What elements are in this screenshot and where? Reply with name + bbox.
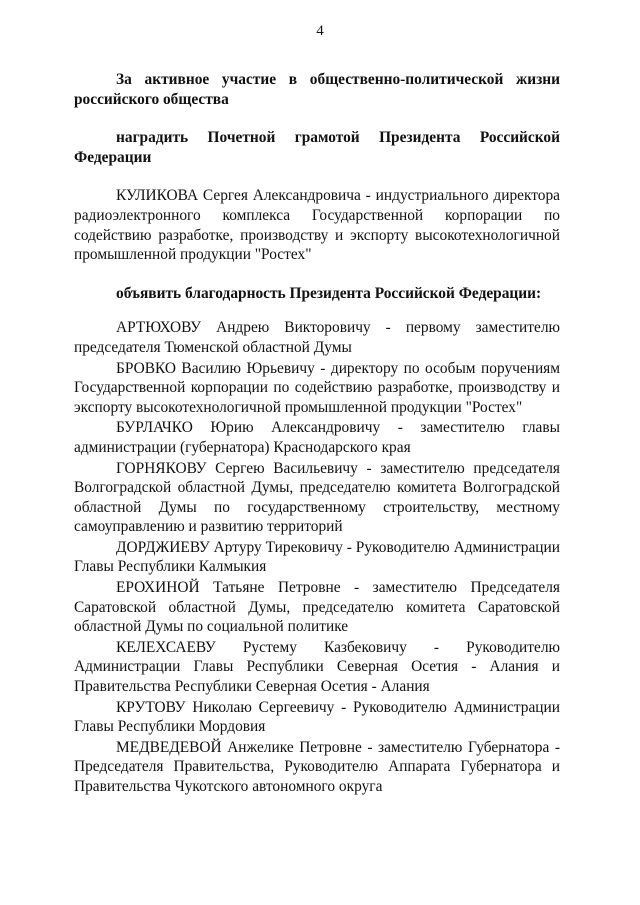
list-item: ГОРНЯКОВУ Сергею Васильевичу - заместителю председателя Волгоградской областной Думы, председателю комитета Волгоградской областной Думы по государственному строительству, местному самоуправлению и развитию территорий	[74, 459, 560, 536]
gratitude-title: объявить благодарность Президента Российской Федерации:	[116, 284, 542, 302]
list-item: ДОРДЖИЕВУ Артуру Тирековичу - Руководителю Администрации Главы Республики Калмыкия	[74, 538, 560, 576]
page-number: 4	[316, 23, 324, 39]
list-item: КРУТОВУ Николаю Сергеевичу - Руководителю Администрации Главы Республики Мордовия	[74, 698, 560, 736]
list-item: КЕЛЕХСАЕВУ Рустему Казбековичу - Руководителю Администрации Главы Республики Северная Осетия - Алания и Правительства Республики Северная Осетия - Алания	[74, 638, 560, 696]
list-item: АРТЮХОВУ Андрею Викторовичу - первому заместителю председателя Тюменской областной Думы	[74, 319, 560, 356]
award-certificate-recipient: КУЛИКОВА Сергея Александровича - индустриального директора радиоэлектронного комплекса Государственной корпорации по содействию разработке, производству и экспорту высокотехнологичной промышленной продукции "Ростех"	[74, 187, 560, 264]
list-item: БРОВКО Василию Юрьевичу - директору по особым поручениям Государственной корпорации по содействию разработке, производству и экспорту высокотехнологичной промышленной продукции "Ростех"	[74, 359, 560, 416]
list-item: МЕДВЕДЕВОЙ Анжелике Петровне - заместителю Губернатора - Председателя Правительства, Руководителю Аппарата Губернатора и Правительства Чукотского автономного округа	[74, 738, 560, 795]
section-heading: За активное участие в общественно-политической жизни российского общества	[74, 71, 560, 108]
list-item: БУРЛАЧКО Юрию Александровичу - заместителю главы администрации (губернатора) Краснодарского края	[74, 419, 560, 456]
gratitude-list	[74, 318, 560, 796]
award-certificate-title: наградить Почетной грамотой Президента Российской Федерации	[74, 129, 560, 166]
list-item: ЕРОХИНОЙ Татьяне Петровне - заместителю Председателя Саратовской областной Думы, председателю комитета Саратовской областной Думы по социальной политике	[74, 579, 560, 636]
document-body	[74, 70, 560, 797]
